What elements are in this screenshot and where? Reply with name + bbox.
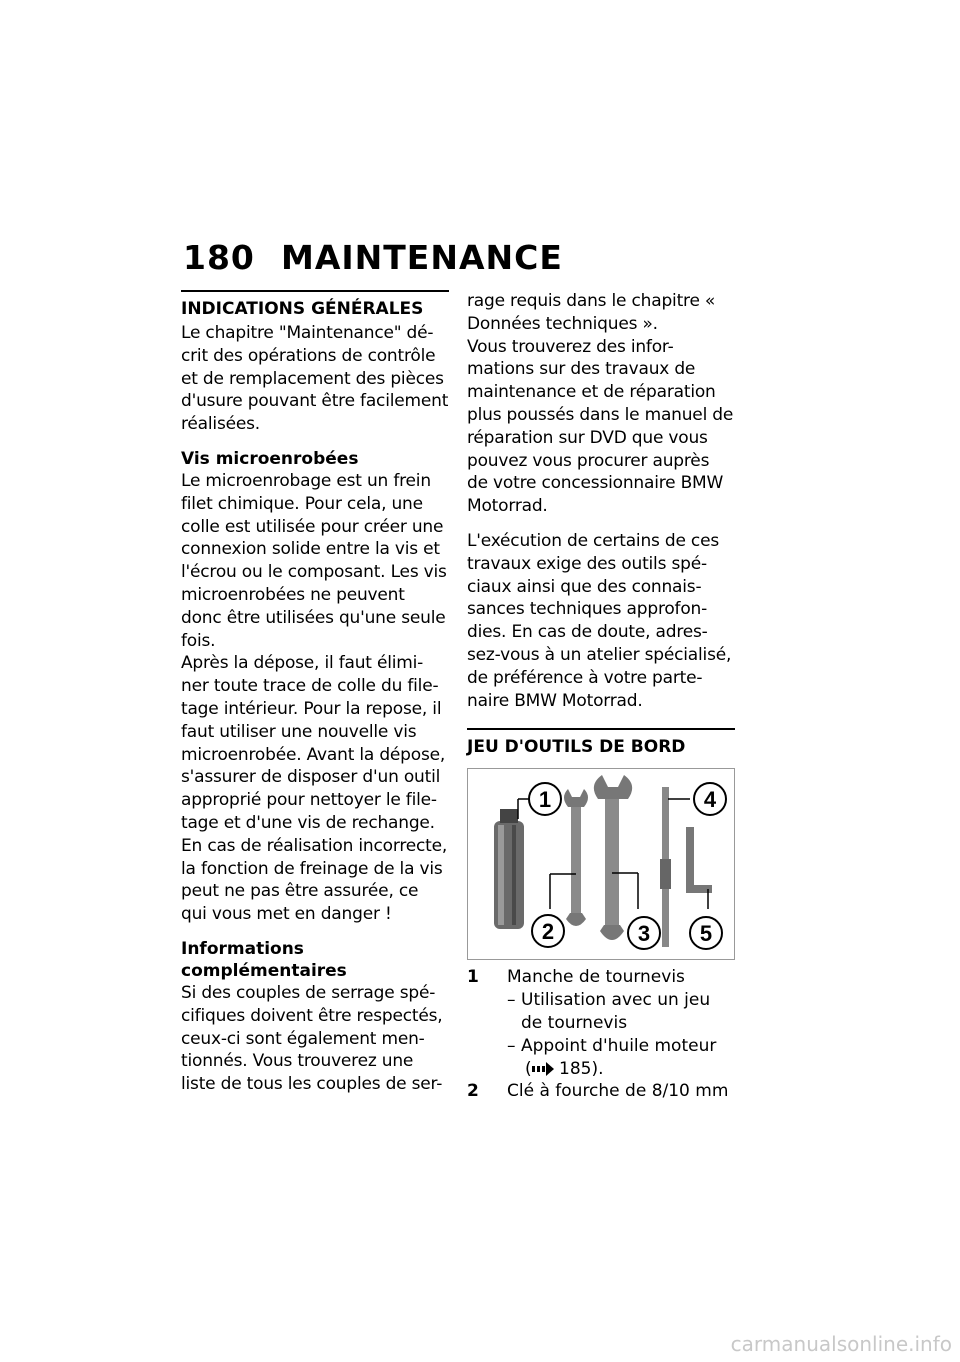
toolkit-figure (467, 768, 735, 960)
subsection-title-info: Informations complémentaires (181, 938, 347, 981)
callout-5: 5 (699, 921, 713, 947)
screwdriver-handle-illustration (494, 799, 530, 929)
screws-paragraph-1: Le microenrobage est un frein filet chimique. Pour cela, une colle est utilisée pour créer une connexion solide entre la vis et l'écrou ou le composant. Les vis microenrobées ne peuvent donc être utilisées qu'une seule fois. (181, 470, 447, 651)
large-wrench-illustration (594, 775, 638, 940)
callout-4: 4 (703, 787, 717, 813)
legend-item (467, 966, 735, 989)
section-rule (467, 728, 735, 730)
callout-1: 1 (538, 787, 552, 813)
dash-bullet: – (507, 990, 516, 1011)
page-reference[interactable]: ( 185). (525, 1058, 604, 1079)
legend-subitem (467, 1035, 735, 1081)
legend-text: Clé à fourche de 8/10 mm (507, 1081, 729, 1102)
section-title-toolkit: JEU D'OUTILS DE BORD (467, 737, 686, 758)
page-header (183, 238, 563, 277)
figure-callouts (529, 783, 726, 949)
legend-subitem-text: Utilisation avec un jeu de tournevis (521, 990, 711, 1033)
screwdriver-blade-illustration (660, 787, 690, 947)
legend-item (467, 1080, 735, 1103)
toolkit-illustration (468, 769, 734, 959)
watermark: carmanualsonline.info (730, 1332, 952, 1356)
section-title-general: INDICATIONS GÉNÉRALES (181, 299, 424, 319)
callout-3: 3 (637, 921, 651, 947)
dash-bullet: – (507, 1035, 516, 1056)
legend-subitem (467, 989, 735, 1035)
right-column (467, 290, 735, 1103)
legend-subitem-text (521, 1035, 735, 1081)
reference-arrow-icon (532, 1062, 554, 1076)
chapter-title: MAINTENANCE (281, 238, 563, 277)
info-paragraph-1: Si des couples de serrage spé-cifiques doivent être respectés, ceux-ci sont également men-tionnés. Vous trouverez une liste de tous les couples de ser- (181, 982, 443, 1095)
hex-key-illustration (686, 827, 712, 909)
screws-paragraph-2: Après la dépose, il faut élimi-ner toute trace de colle du file-tage intérieur. Pour la repose, il faut utiliser une nouvelle vis microenrobée. Avant la dépose, s'assurer de disposer d'un outil approprié pour nettoyer le file-tage et d'une vis de rechange. En cas de réalisation incorrecte, la fonction de freinage de la vis peut ne pas être assurée, ce qui vous met en danger ! (181, 653, 448, 925)
callout-2: 2 (541, 919, 555, 945)
page-reference-number: 185). (559, 1058, 604, 1079)
left-column (181, 290, 449, 1096)
toolkit-legend (467, 966, 735, 1103)
legend-number: 1 (467, 967, 479, 988)
section-rule (181, 290, 449, 292)
legend-subitem-text-main: Appoint d'huile moteur (521, 1035, 717, 1056)
intro-paragraph: Le chapitre "Maintenance" dé-crit des opérations de contrôle et de remplacement des pièces d'usure pouvant être facilement réalisées. (181, 323, 449, 435)
legend-number: 2 (467, 1081, 479, 1102)
page-number: 180 (183, 238, 255, 277)
subsection-title-screws: Vis microenrobées (181, 448, 359, 469)
info-paragraph-3: L'exécution de certains de ces travaux exige des outils spé-ciaux ainsi que des connais-sances techniques approfon-dies. En cas de doute, adres-sez-vous à un atelier spécialisé, de préférence à votre parte-naire BMW Motorrad. (467, 530, 732, 711)
info-paragraph-2: Vous trouverez des infor-mations sur des travaux de maintenance et de réparation plus poussés dans le manuel de réparation sur DVD que vous pouvez vous procurer auprès de votre concessionnaire BMW Motorrad. (467, 336, 734, 517)
info-paragraph-1-continued: rage requis dans le chapitre « Données techniques ». (467, 291, 716, 334)
legend-text: Manche de tournevis (507, 967, 685, 988)
